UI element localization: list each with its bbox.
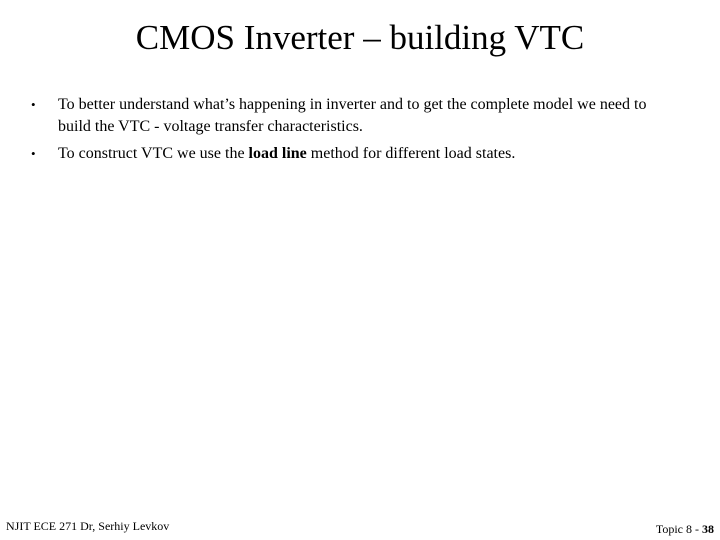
bullet-bold-term: load line: [248, 145, 307, 162]
footer-author: NJIT ECE 271 Dr, Serhiy Levkov: [6, 519, 170, 533]
bullet-item: [0, 94, 658, 138]
page-number: 38: [702, 522, 714, 536]
bullet-text-end: method for different load states.: [306, 145, 516, 162]
bullet-text-start: To construct VTC we use the: [58, 145, 249, 162]
footer-topic: [656, 521, 714, 537]
bullet-marker: •: [31, 97, 36, 112]
bullet-item: [0, 143, 658, 165]
bullet-list: [0, 94, 720, 170]
slide-title: CMOS Inverter – building VTC: [135, 18, 585, 57]
bullet-text: To better understand what’s happening in inverter and to get the complete model we need to build the VTC - voltage transfer characteristics.: [58, 96, 647, 135]
bullet-marker: •: [31, 146, 36, 161]
topic-label: Topic 8 -: [655, 522, 702, 536]
